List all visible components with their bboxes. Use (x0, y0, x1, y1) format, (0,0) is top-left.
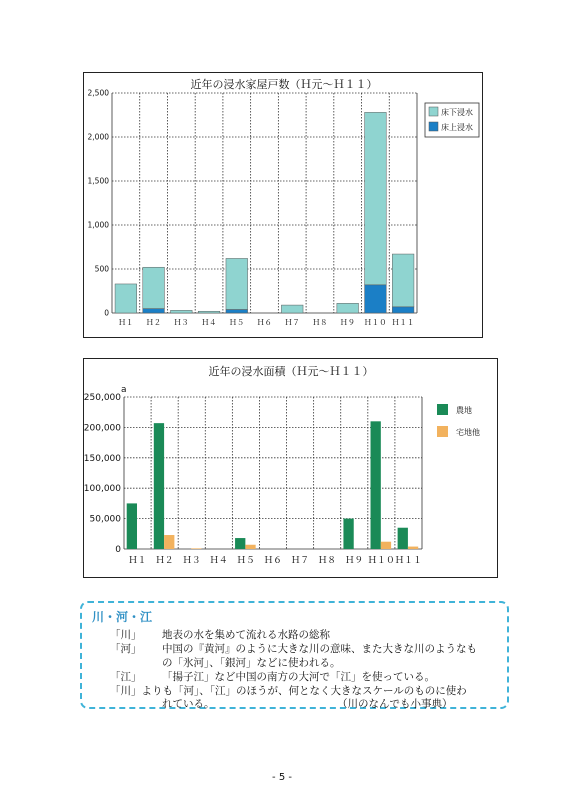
bar (398, 528, 408, 549)
y-tick-label: 1,500 (87, 176, 109, 186)
bar (226, 258, 248, 309)
bar (408, 547, 418, 549)
bar (226, 309, 248, 313)
bar (191, 548, 201, 549)
bar (343, 519, 353, 549)
x-tick-label: Ｈ９ (345, 556, 364, 566)
note-closing-line: れている。 (162, 698, 215, 710)
note-term: 「江」 (110, 671, 142, 683)
legend-swatch (437, 404, 448, 415)
y-tick-label: 150,000 (84, 453, 121, 464)
flooded-area-chart-svg (84, 359, 499, 579)
chart-title: 近年の浸水家屋戸数（Ｈ元～Ｈ１１） (190, 78, 378, 91)
bar (337, 303, 359, 313)
note-desc: 地表の水を集めて流れる水路の総称 (162, 629, 330, 641)
x-tick-label: Ｈ３ (173, 318, 189, 327)
bar (154, 423, 164, 549)
y-tick-label: 50,000 (89, 514, 121, 525)
y-tick-label: 1,000 (87, 220, 109, 230)
bar (245, 545, 255, 549)
flooded-area-chart (83, 358, 498, 578)
flooded-houses-chart-svg (84, 73, 484, 339)
y-tick-label: 0 (115, 545, 121, 555)
river-terms-note (80, 601, 509, 709)
x-tick-label: Ｈ８ (318, 556, 337, 566)
bar (171, 310, 193, 313)
x-tick-label: Ｈ２ (155, 556, 174, 566)
bar (115, 284, 137, 313)
bar (235, 538, 245, 549)
x-tick-label: Ｈ４ (201, 318, 217, 327)
bar (281, 305, 303, 313)
bar (127, 503, 137, 549)
x-tick-label: Ｈ９ (340, 318, 356, 327)
bar (164, 535, 174, 549)
x-tick-label: Ｈ６ (257, 318, 272, 327)
bar (143, 267, 165, 308)
legend-label: 床上浸水 (441, 123, 473, 132)
x-tick-label: Ｈ１ (118, 318, 134, 327)
x-tick-label: Ｈ３ (182, 556, 201, 566)
bar (143, 309, 165, 313)
note-term: 「川」 (110, 629, 142, 641)
y-tick-label: 0 (104, 308, 109, 318)
y-tick-label: 2,500 (87, 88, 109, 98)
page-number: - 5 - (272, 772, 292, 783)
legend-swatch (437, 426, 448, 437)
y-tick-label: 250,000 (84, 393, 121, 403)
x-tick-label: Ｈ１０ (364, 318, 387, 327)
note-title: 川・河・江 (92, 610, 153, 624)
legend-swatch (429, 122, 438, 131)
bar (365, 112, 387, 284)
bar (381, 542, 391, 549)
y-tick-label: 500 (94, 264, 109, 274)
flooded-houses-chart (83, 72, 483, 338)
note-closing-line: 「川」よりも「河」、「江」のほうが、何となく大きなスケールのものに使わ (110, 685, 467, 697)
legend-label: 宅地他 (456, 428, 480, 437)
x-tick-label: Ｈ８ (312, 318, 328, 327)
legend-label: 農地 (456, 406, 472, 415)
legend-label: 床下浸水 (441, 108, 473, 117)
bar (365, 285, 387, 313)
legend-swatch (429, 107, 438, 116)
y-tick-label: 2,000 (87, 132, 109, 142)
bar (392, 254, 414, 307)
x-tick-label: Ｈ１０ (367, 556, 395, 566)
bar (392, 307, 414, 313)
chart-title: 近年の浸水面積（Ｈ元～Ｈ１１） (208, 365, 374, 378)
note-desc: の「氷河」、「銀河」などに使われる。 (162, 657, 341, 669)
bar (198, 311, 220, 313)
x-tick-label: Ｈ７ (284, 318, 300, 327)
unit-label: a (121, 385, 127, 395)
note-desc: 「揚子江」など中国の南方の大河で「江」を使っている。 (162, 671, 435, 683)
note-desc: 中国の『黄河』のように大きな川の意味、また大きな川のようなも (162, 643, 477, 655)
x-tick-label: Ｈ６ (263, 556, 283, 566)
x-tick-label: Ｈ１１ (394, 556, 422, 566)
x-tick-label: Ｈ１１ (391, 318, 415, 327)
x-tick-label: Ｈ５ (229, 318, 245, 327)
bar (371, 421, 381, 549)
y-tick-label: 200,000 (84, 423, 121, 434)
note-source: （川のなんでも小事典） (337, 698, 453, 710)
x-tick-label: Ｈ５ (236, 556, 255, 566)
x-tick-label: Ｈ１ (128, 556, 147, 566)
x-tick-label: Ｈ７ (291, 556, 310, 566)
note-term: 「河」 (110, 643, 142, 655)
y-tick-label: 100,000 (84, 484, 121, 495)
x-tick-label: Ｈ４ (209, 556, 228, 566)
x-tick-label: Ｈ２ (146, 318, 162, 327)
